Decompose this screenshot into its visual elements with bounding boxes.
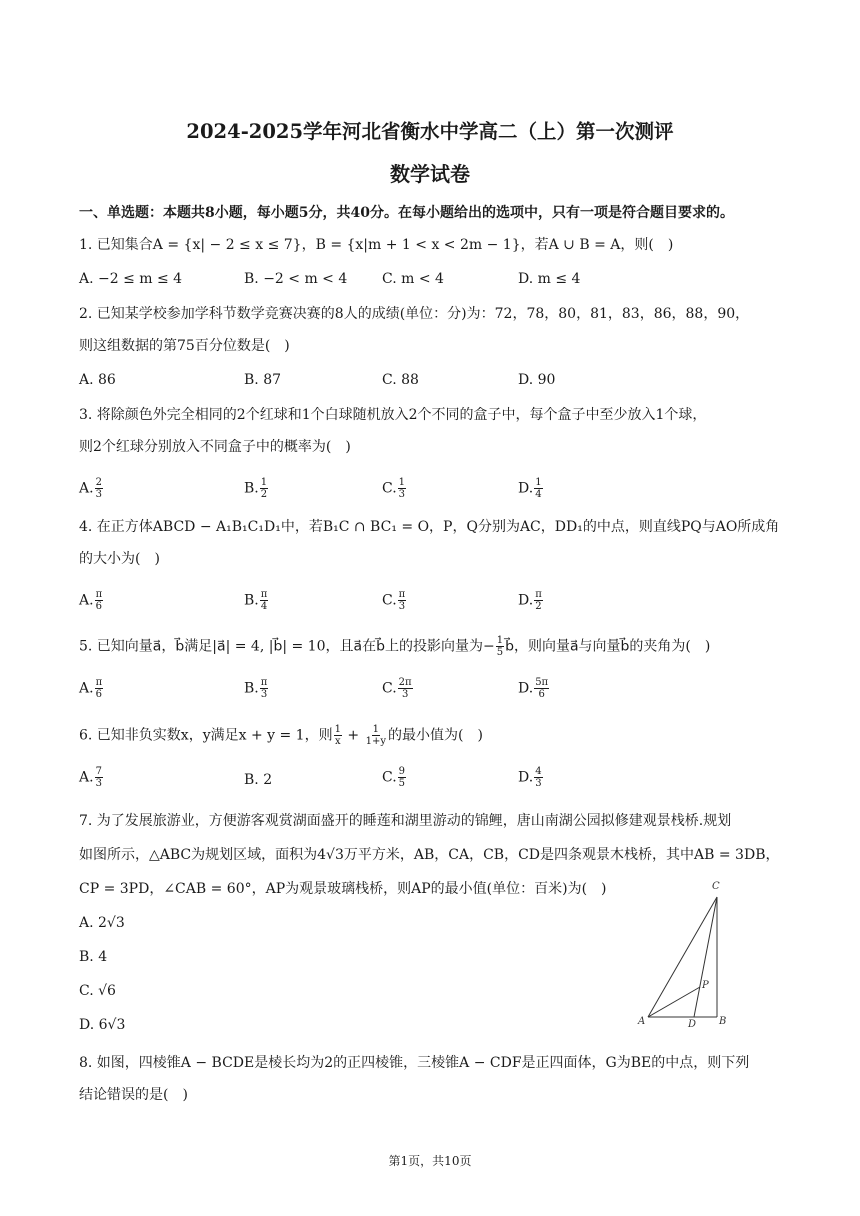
- q7-option-b: B. 4: [79, 949, 108, 965]
- fig-label-b: B: [719, 1016, 727, 1027]
- q1-option-d: D. m ≤ 4: [518, 271, 581, 287]
- q5-option-b: B. $\frac{\pi}{3}$: [244, 677, 268, 700]
- q6-option-a: A. $\frac{7}{3}$: [79, 766, 102, 789]
- q7-option-a: A. 2√3: [79, 915, 125, 931]
- q5-option-c: C. $\frac{2\pi}{3}$: [382, 677, 412, 700]
- question-5-stem: 5. 已知向量a⃗，b⃗满足|a⃗| = 4, |b⃗| = 10，且a⃗在b⃗上的投影向量为− $\frac{1}{5}$ b⃗，则向量a⃗与向量b⃗的夹角为( ): [79, 635, 711, 658]
- fig-label-c: C: [712, 881, 720, 892]
- question-3-stem-line2: 则2个红球分别放入不同盒子中的概率为( ): [79, 439, 351, 455]
- question-2-stem-line2: 则这组数据的第75百分位数是( ): [79, 338, 290, 354]
- q6-option-c: C. $\frac{9}{5}$: [382, 766, 406, 789]
- question-7-stem-line2: 如图所示，△ABC为规划区域，面积为4√3万平方米，AB，CA，CB，CD是四条观景木栈桥，其中AB = 3DB，: [79, 847, 780, 863]
- q2-option-c: C. 88: [382, 372, 419, 388]
- q1-option-b: B. −2 < m < 4: [244, 271, 348, 287]
- question-3-stem-line1: 3. 将除颜色外完全相同的2个红球和1个白球随机放入2个不同的盒子中，每个盒子中至少放入1个球，: [79, 407, 707, 423]
- page-footer: 第1页，共10页: [388, 1154, 472, 1168]
- q4-option-a: A. $\frac{\pi}{6}$: [79, 589, 103, 612]
- fig-label-a: A: [638, 1016, 646, 1027]
- question-4-stem-line2: 的大小为( ): [79, 551, 160, 567]
- q2-option-d: D. 90: [518, 372, 556, 388]
- q1-option-a: A. −2 ≤ m ≤ 4: [79, 271, 183, 287]
- q5-option-a: A. $\frac{\pi}{6}$: [79, 677, 103, 700]
- triangle-figure: [628, 874, 738, 1034]
- question-1-stem: 1. 已知集合A = {x| − 2 ≤ x ≤ 7}，B = {x|m + 1 < x < 2m − 1}，若A ∪ B = A，则( ): [79, 237, 674, 253]
- segment-cd: [694, 897, 717, 1017]
- question-6-stem: 6. 已知非负实数x，y满足x + y = 1，则 $\frac{1}{x}$ + $\frac{1}{1+y}$ 的最小值为( ): [79, 724, 483, 747]
- segment-ac: [648, 897, 717, 1017]
- q4-option-b: B. $\frac{\pi}{4}$: [244, 589, 268, 612]
- q2-option-a: A. 86: [79, 372, 116, 388]
- q6-option-d: D. $\frac{4}{3}$: [518, 766, 542, 789]
- q6-option-b: B. 2: [244, 772, 273, 788]
- q3-option-d: D. $\frac{1}{4}$: [518, 477, 542, 500]
- q7-option-c: C. √6: [79, 983, 116, 999]
- q3-option-c: C. $\frac{1}{3}$: [382, 477, 406, 500]
- q3-option-b: B. $\frac{1}{2}$: [244, 477, 268, 500]
- segment-ap: [648, 987, 700, 1017]
- section-heading: 一、单选题：本题共8小题，每小题5分，共40分。在每小题给出的选项中，只有一项是符合题目要求的。: [79, 205, 734, 221]
- exam-title: 2024-2025学年河北省衡水中学高二（上）第一次测评: [186, 120, 674, 143]
- question-2-stem-line1: 2. 已知某学校参加学科节数学竞赛决赛的8人的成绩(单位：分)为：72，78，80，81，83，86，88，90，: [79, 306, 750, 322]
- q1-option-c: C. m < 4: [382, 271, 444, 287]
- exam-subtitle: 数学试卷: [390, 162, 470, 186]
- q4-option-c: C. $\frac{\pi}{3}$: [382, 589, 406, 612]
- question-7-stem-line1: 7. 为了发展旅游业，方便游客观赏湖面盛开的睡莲和湖里游动的锦鲤，唐山南湖公园拟修建观景栈桥.规划: [79, 813, 732, 829]
- question-8-stem-line1: 8. 如图，四棱锥A − BCDE是棱长均为2的正四棱锥，三棱锥A − CDF是正四面体，G为BE的中点，则下列: [79, 1055, 750, 1071]
- q3-option-a: A. $\frac{2}{3}$: [79, 477, 102, 500]
- q2-option-b: B. 87: [244, 372, 282, 388]
- question-4-stem-line1: 4. 在正方体ABCD − A₁B₁C₁D₁中，若B₁C ∩ BC₁ = O，P，Q分别为AC，DD₁的中点，则直线PQ与AO所成角: [79, 519, 780, 535]
- q4-option-d: D. $\frac{\pi}{2}$: [518, 589, 542, 612]
- question-7-stem-line3: CP = 3PD，∠CAB = 60°，AP为观景玻璃栈桥，则AP的最小值(单位：百米)为( ): [79, 881, 607, 897]
- fig-label-p: P: [702, 980, 709, 991]
- q7-option-d: D. 6√3: [79, 1017, 126, 1033]
- question-8-stem-line2: 结论错误的是( ): [79, 1087, 188, 1103]
- fig-label-d: D: [688, 1019, 697, 1030]
- q5-option-d: D. $\frac{5\pi}{6}$: [518, 677, 549, 700]
